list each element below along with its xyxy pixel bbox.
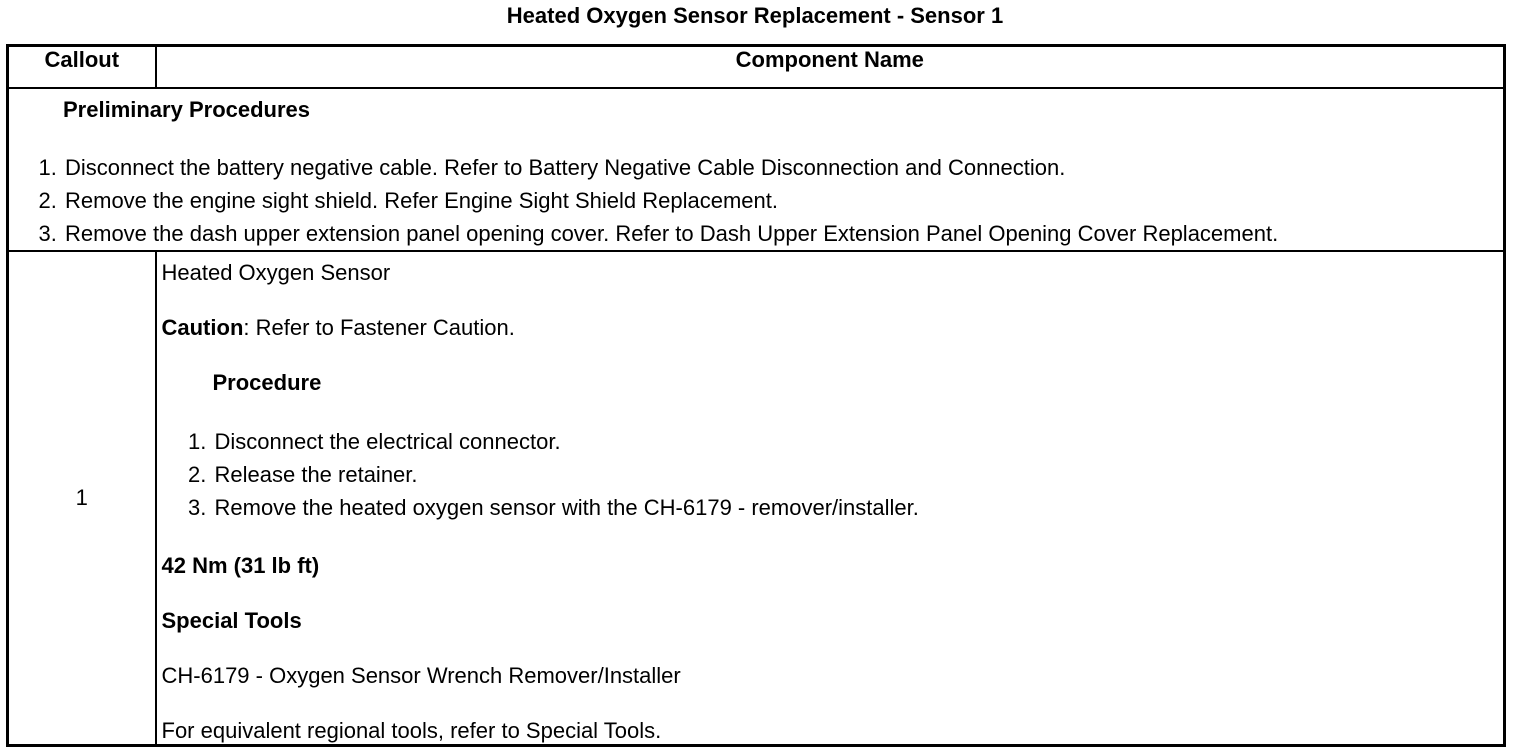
preliminary-steps bbox=[9, 151, 1503, 250]
procedure-heading: Procedure bbox=[212, 370, 322, 395]
caution-line bbox=[162, 315, 1504, 341]
procedure-table bbox=[6, 44, 1506, 747]
header-callout: Callout bbox=[8, 46, 156, 89]
preliminary-step: 2. Remove the engine sight shield. Refer Engine Sight Shield Replacement. bbox=[63, 184, 1503, 217]
special-tool-item: CH-6179 - Oxygen Sensor Wrench Remover/Installer bbox=[161, 663, 681, 688]
document-title: Heated Oxygen Sensor Replacement - Sensor 1 bbox=[506, 3, 1004, 28]
special-tools-heading: Special Tools bbox=[161, 608, 302, 633]
procedure-step: 2. Release the retainer. bbox=[213, 458, 1504, 491]
table-row bbox=[8, 251, 1505, 746]
preliminary-cell bbox=[8, 88, 1505, 251]
procedure-steps bbox=[162, 425, 1504, 524]
component-name: Heated Oxygen Sensor bbox=[161, 260, 391, 285]
caution-text: : Refer to Fastener Caution. bbox=[243, 315, 515, 340]
callout-number: 1 bbox=[8, 251, 156, 746]
table-header-row bbox=[8, 46, 1505, 89]
header-component-name: Component Name bbox=[156, 46, 1505, 89]
preliminary-step: 1. Disconnect the battery negative cable. Refer to Battery Negative Cable Disconnection and Connection. bbox=[63, 151, 1503, 184]
caution-label: Caution bbox=[161, 315, 244, 340]
preliminary-heading: Preliminary Procedures bbox=[63, 97, 311, 122]
preliminary-row bbox=[8, 88, 1505, 251]
component-detail-cell bbox=[156, 251, 1505, 746]
regional-tools-note: For equivalent regional tools, refer to Special Tools. bbox=[161, 718, 662, 743]
procedure-step: 3. Remove the heated oxygen sensor with the CH-6179 - remover/installer. bbox=[213, 491, 1504, 524]
preliminary-step: 3. Remove the dash upper extension panel opening cover. Refer to Dash Upper Extension Panel Opening Cover Replacement. bbox=[63, 217, 1503, 250]
procedure-step: 1. Disconnect the electrical connector. bbox=[213, 425, 1504, 458]
torque-spec: 42 Nm (31 lb ft) bbox=[161, 553, 320, 578]
